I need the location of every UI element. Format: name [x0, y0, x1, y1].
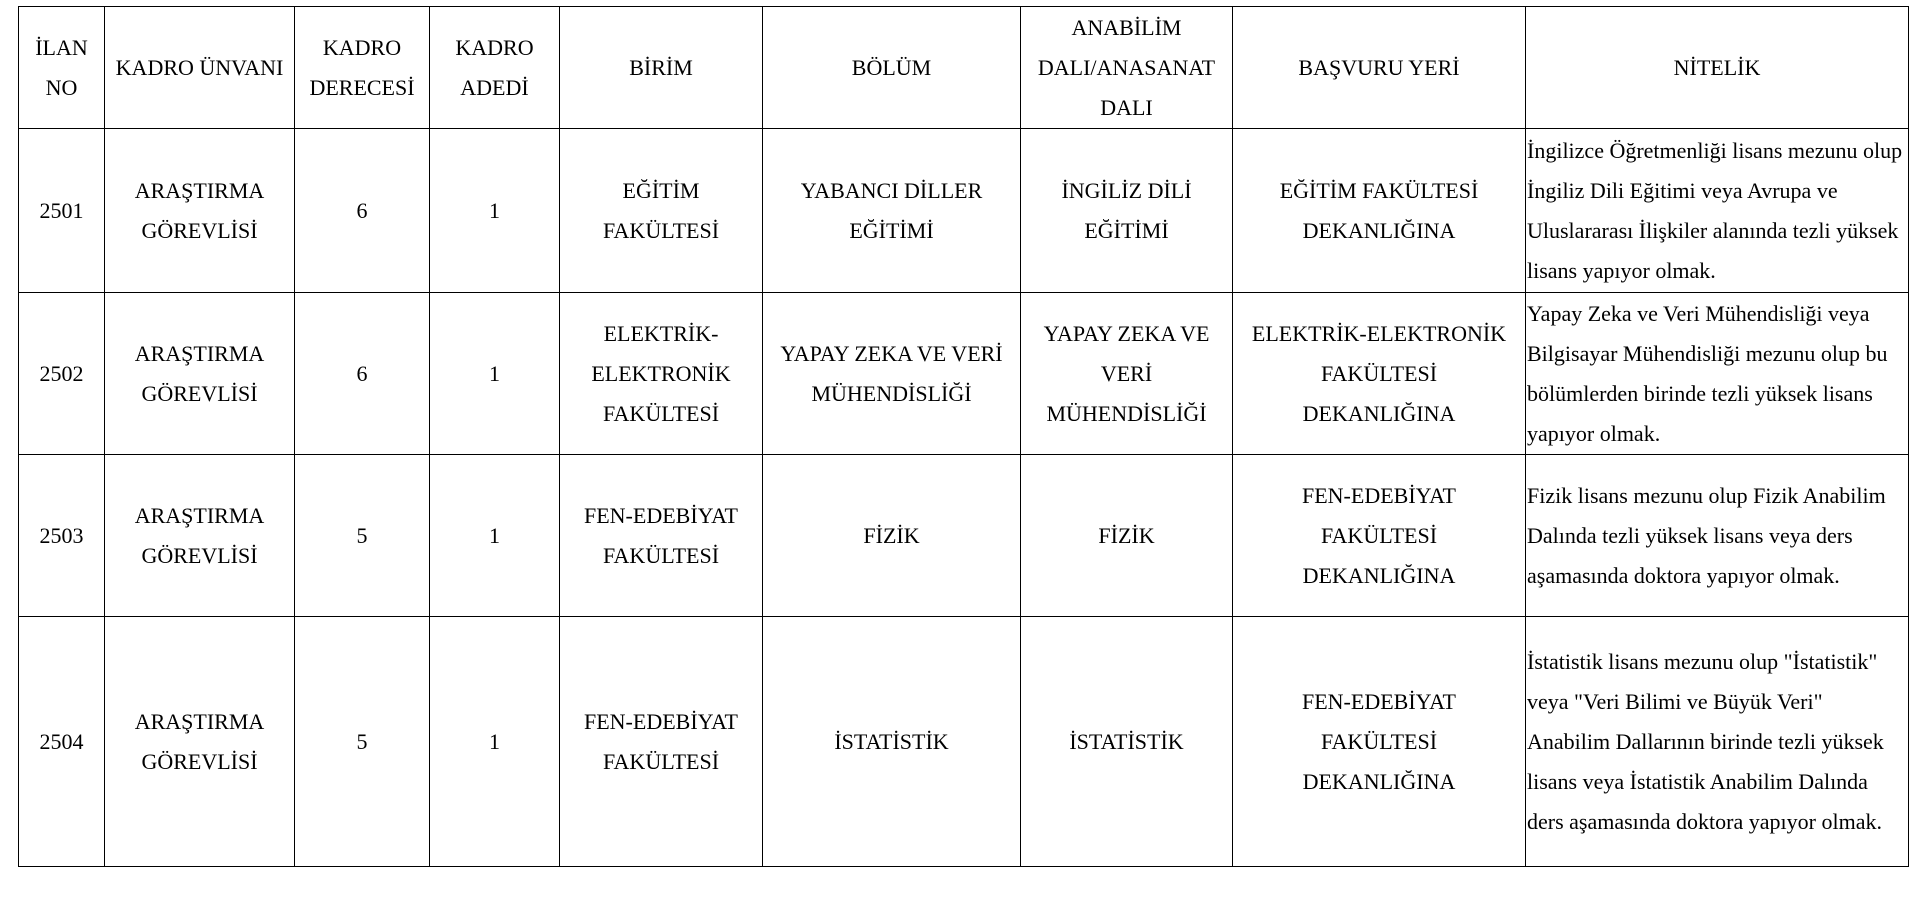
header-kadro-derecesi: KADRO DERECESİ [295, 7, 430, 129]
cell-ilan-no: 2501 [19, 129, 105, 293]
cell-anabilim-dali: YAPAY ZEKA VE VERİ MÜHENDİSLİĞİ [1021, 293, 1233, 455]
cell-nitelik: İngilizce Öğretmenliği lisans mezunu olup İngiliz Dili Eğitimi veya Avrupa ve Uluslararası İlişkiler alanında tezli yüksek lisans yapıyor olmak. [1526, 129, 1909, 293]
header-anabilim-dali: ANABİLİM DALI/ANASANAT DALI [1021, 7, 1233, 129]
cell-kadro-derecesi: 6 [295, 293, 430, 455]
header-bolum: BÖLÜM [763, 7, 1021, 129]
cell-basvuru-yeri: EĞİTİM FAKÜLTESİ DEKANLIĞINA [1233, 129, 1526, 293]
cell-nitelik: İstatistik lisans mezunu olup "İstatistik" veya "Veri Bilimi ve Büyük Veri" Anabilim Dallarının birinde tezli yüksek lisans veya İstatistik Anabilim Dalında ders aşamasında doktora yapıyor olmak. [1526, 617, 1909, 867]
cell-kadro-adedi: 1 [430, 129, 560, 293]
cell-birim: ELEKTRİK- ELEKTRONİK FAKÜLTESİ [560, 293, 763, 455]
cell-bolum: İSTATİSTİK [763, 617, 1021, 867]
table-row [19, 617, 1909, 867]
cell-ilan-no: 2502 [19, 293, 105, 455]
header-ilan-no: İLAN NO [19, 7, 105, 129]
cell-birim: FEN-EDEBİYAT FAKÜLTESİ [560, 617, 763, 867]
cell-kadro-derecesi: 6 [295, 129, 430, 293]
cell-kadro-adedi: 1 [430, 455, 560, 617]
job-listing-table [18, 6, 1909, 867]
cell-basvuru-yeri: FEN-EDEBİYAT FAKÜLTESİ DEKANLIĞINA [1233, 455, 1526, 617]
table-row [19, 293, 1909, 455]
cell-birim: FEN-EDEBİYAT FAKÜLTESİ [560, 455, 763, 617]
cell-kadro-adedi: 1 [430, 293, 560, 455]
cell-nitelik: Yapay Zeka ve Veri Mühendisliği veya Bilgisayar Mühendisliği mezunu olup bu bölümlerden birinde tezli yüksek lisans yapıyor olmak. [1526, 293, 1909, 455]
header-nitelik: NİTELİK [1526, 7, 1909, 129]
cell-anabilim-dali: İNGİLİZ DİLİ EĞİTİMİ [1021, 129, 1233, 293]
cell-kadro-unvani: ARAŞTIRMA GÖREVLİSİ [105, 617, 295, 867]
cell-kadro-unvani: ARAŞTIRMA GÖREVLİSİ [105, 293, 295, 455]
cell-basvuru-yeri: FEN-EDEBİYAT FAKÜLTESİ DEKANLIĞINA [1233, 617, 1526, 867]
cell-kadro-derecesi: 5 [295, 617, 430, 867]
cell-bolum: YABANCI DİLLER EĞİTİMİ [763, 129, 1021, 293]
cell-kadro-unvani: ARAŞTIRMA GÖREVLİSİ [105, 129, 295, 293]
cell-bolum: YAPAY ZEKA VE VERİ MÜHENDİSLİĞİ [763, 293, 1021, 455]
cell-nitelik: Fizik lisans mezunu olup Fizik Anabilim Dalında tezli yüksek lisans veya ders aşamasında doktora yapıyor olmak. [1526, 455, 1909, 617]
cell-anabilim-dali: FİZİK [1021, 455, 1233, 617]
cell-birim: EĞİTİM FAKÜLTESİ [560, 129, 763, 293]
table-row [19, 129, 1909, 293]
cell-kadro-unvani: ARAŞTIRMA GÖREVLİSİ [105, 455, 295, 617]
header-birim: BİRİM [560, 7, 763, 129]
cell-kadro-derecesi: 5 [295, 455, 430, 617]
cell-ilan-no: 2503 [19, 455, 105, 617]
table-header-row [19, 7, 1909, 129]
cell-kadro-adedi: 1 [430, 617, 560, 867]
cell-bolum: FİZİK [763, 455, 1021, 617]
cell-ilan-no: 2504 [19, 617, 105, 867]
cell-anabilim-dali: İSTATİSTİK [1021, 617, 1233, 867]
header-basvuru-yeri: BAŞVURU YERİ [1233, 7, 1526, 129]
cell-basvuru-yeri: ELEKTRİK-ELEKTRONİK FAKÜLTESİ DEKANLIĞINA [1233, 293, 1526, 455]
header-kadro-adedi: KADRO ADEDİ [430, 7, 560, 129]
header-kadro-unvani: KADRO ÜNVANI [105, 7, 295, 129]
table-row [19, 455, 1909, 617]
